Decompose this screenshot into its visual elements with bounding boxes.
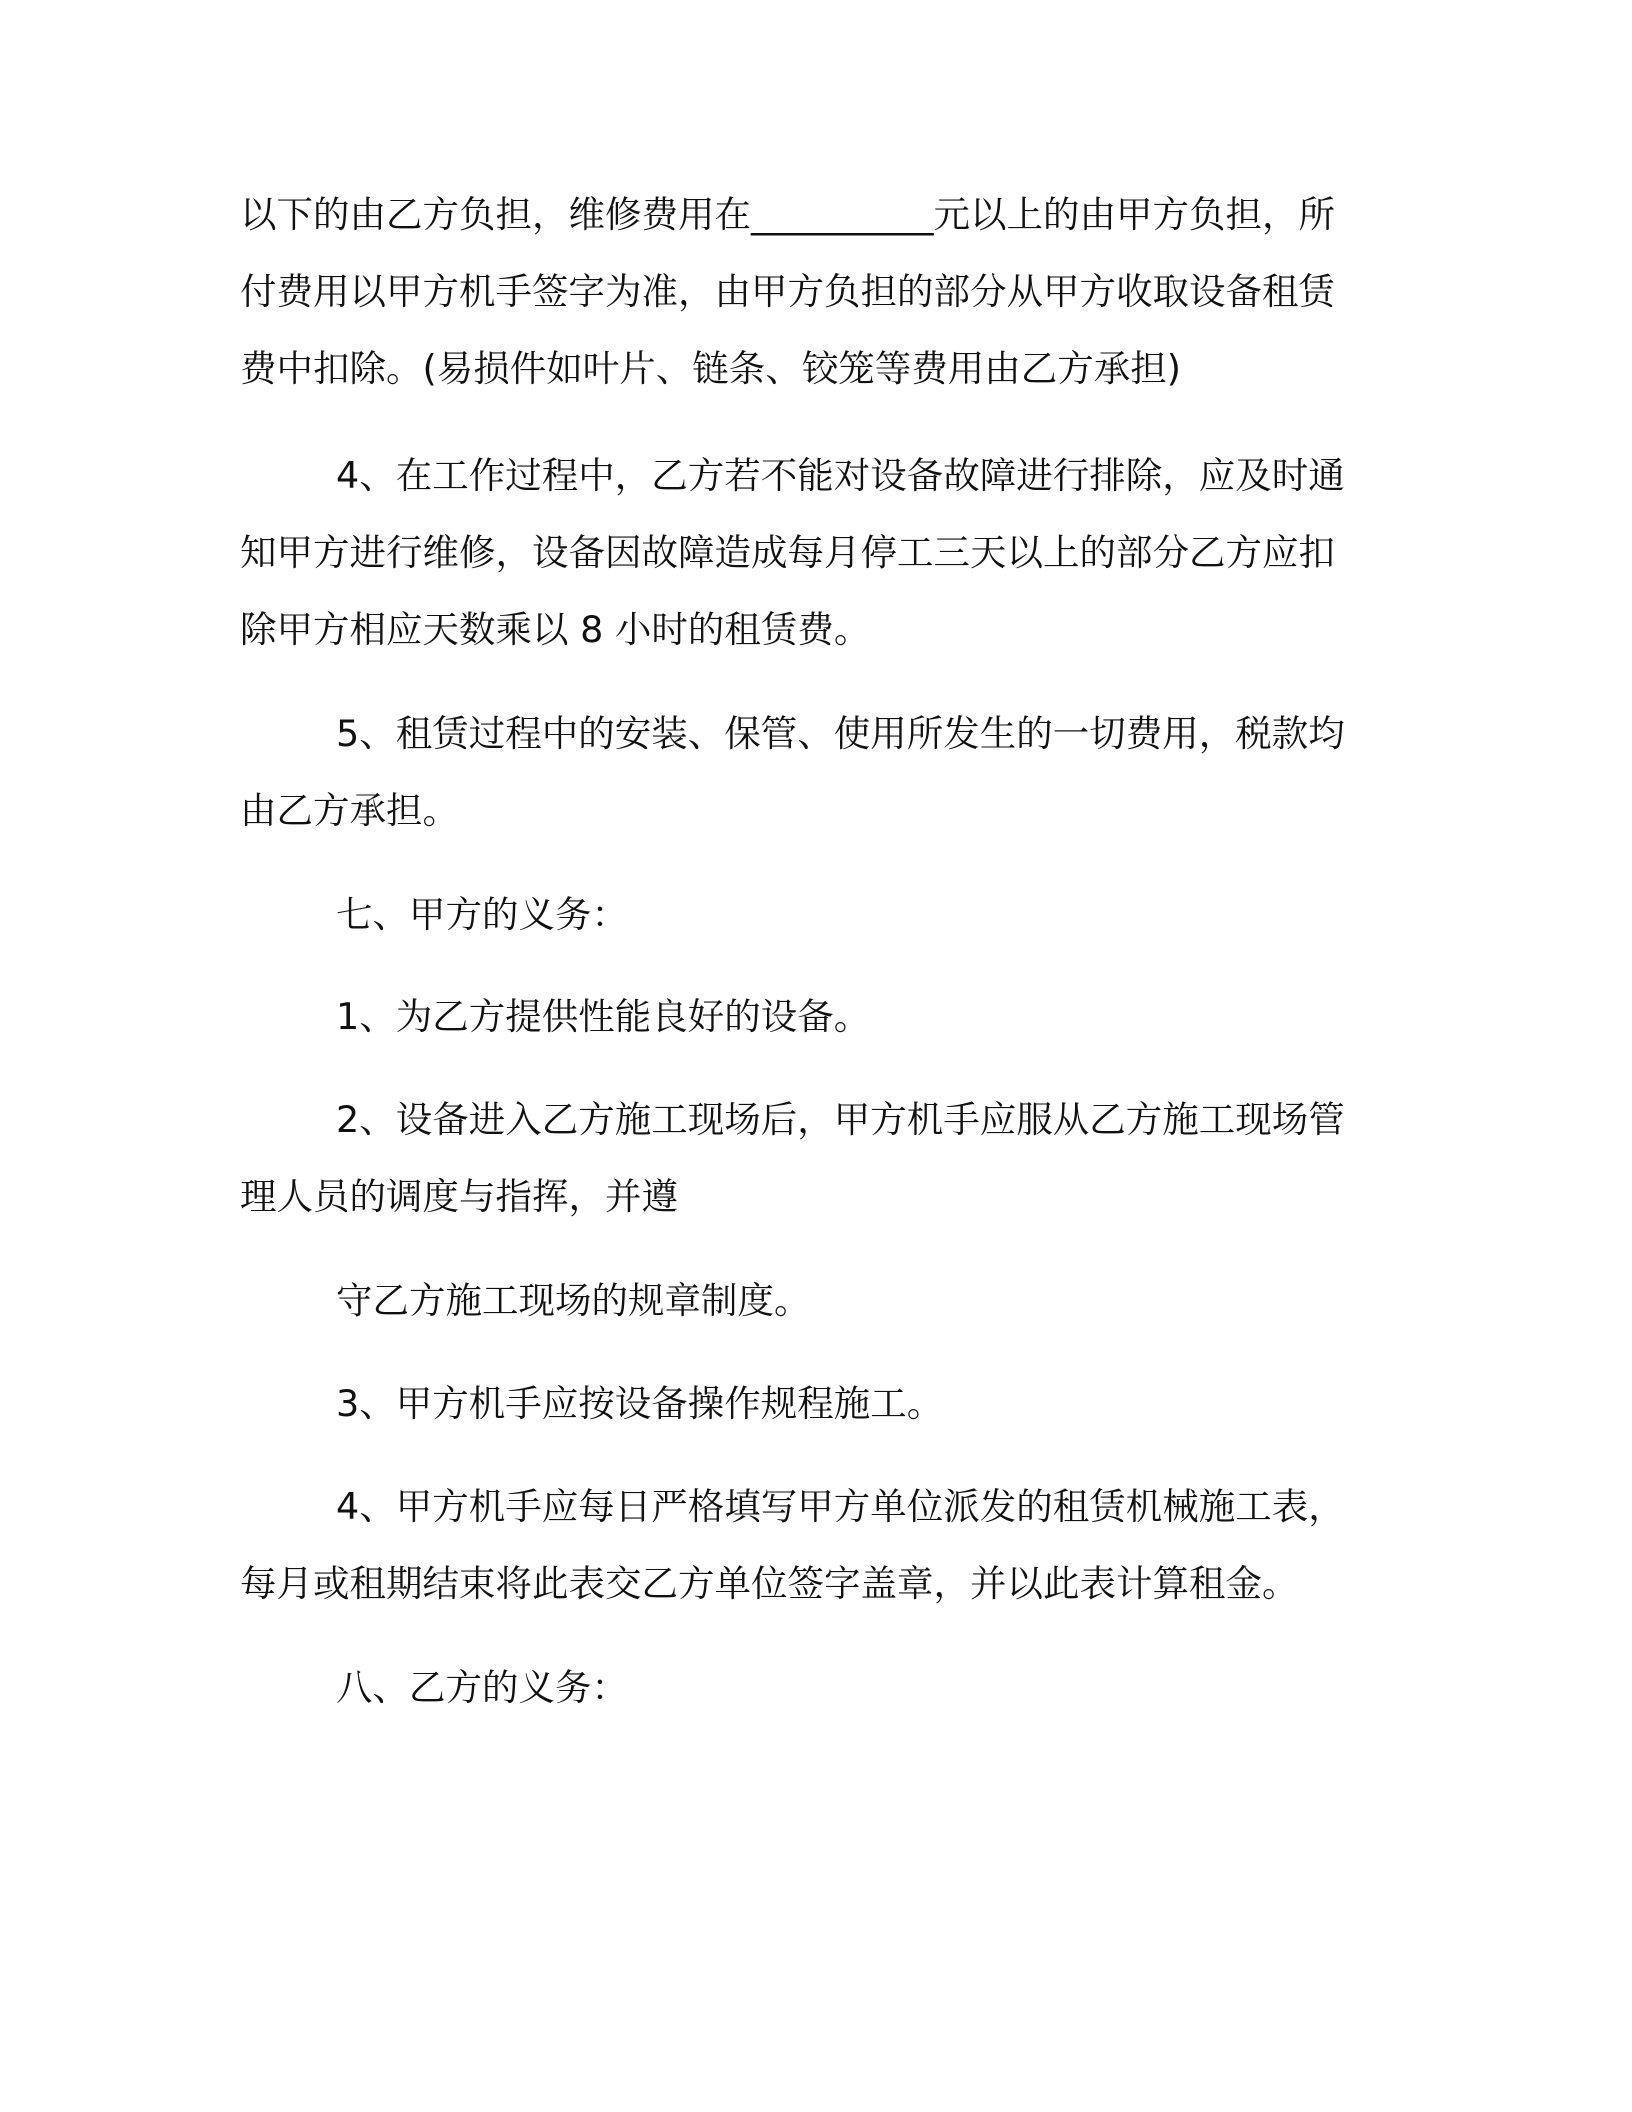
text-line: 3、甲方机手应按设备操作规程施工。 xyxy=(336,1382,944,1425)
paragraph-a-item-4 xyxy=(240,1468,1360,1622)
text-line: 4、甲方机手应每日严格填写甲方单位派发的租赁机械施工表， xyxy=(336,1485,1345,1528)
text-line: 费中扣除。(易损件如叶片、链条、铰笼等费用由乙方承担) xyxy=(240,347,1181,390)
paragraph-repair-cost xyxy=(240,176,1360,407)
paragraph-item-4-fault xyxy=(240,437,1360,668)
paragraph-a-item-1 xyxy=(240,978,1360,1055)
heading-party-a-obligations xyxy=(240,876,1360,953)
paragraph-a-item-3 xyxy=(240,1365,1360,1442)
text-line: 守乙方施工现场的规章制度。 xyxy=(336,1279,811,1322)
text-line: 理人员的调度与指挥，并遵 xyxy=(240,1175,678,1218)
text-line: 七、甲方的义务： xyxy=(336,893,628,936)
text-line: 4、在工作过程中，乙方若不能对设备故障进行排除，应及时通 xyxy=(336,454,1345,497)
paragraph-a-item-2 xyxy=(240,1081,1360,1235)
text-line: 2、设备进入乙方施工现场后，甲方机手应服从乙方施工现场管 xyxy=(336,1098,1345,1141)
text-line: 5、租赁过程中的安装、保管、使用所发生的一切费用，税款均 xyxy=(336,712,1345,755)
text-line: 以下的由乙方负担，维修费用在__________元以上的由甲方负担，所 xyxy=(240,193,1335,236)
text-line: 每月或租期结束将此表交乙方单位签字盖章，并以此表计算租金。 xyxy=(240,1562,1299,1605)
text-line: 除甲方相应天数乘以 8 小时的租赁费。 xyxy=(240,608,871,651)
text-line: 1、为乙方提供性能良好的设备。 xyxy=(336,995,871,1038)
paragraph-a-item-2-continued xyxy=(240,1262,1360,1339)
text-line: 付费用以甲方机手签字为准，由甲方负担的部分从甲方收取设备租赁 xyxy=(240,270,1335,313)
text-line: 知甲方进行维修，设备因故障造成每月停工三天以上的部分乙方应扣 xyxy=(240,531,1335,574)
text-line: 由乙方承担。 xyxy=(240,789,459,832)
paragraph-item-5-costs xyxy=(240,695,1360,849)
text-line: 八、乙方的义务： xyxy=(336,1666,628,1709)
heading-party-b-obligations xyxy=(240,1649,1360,1726)
